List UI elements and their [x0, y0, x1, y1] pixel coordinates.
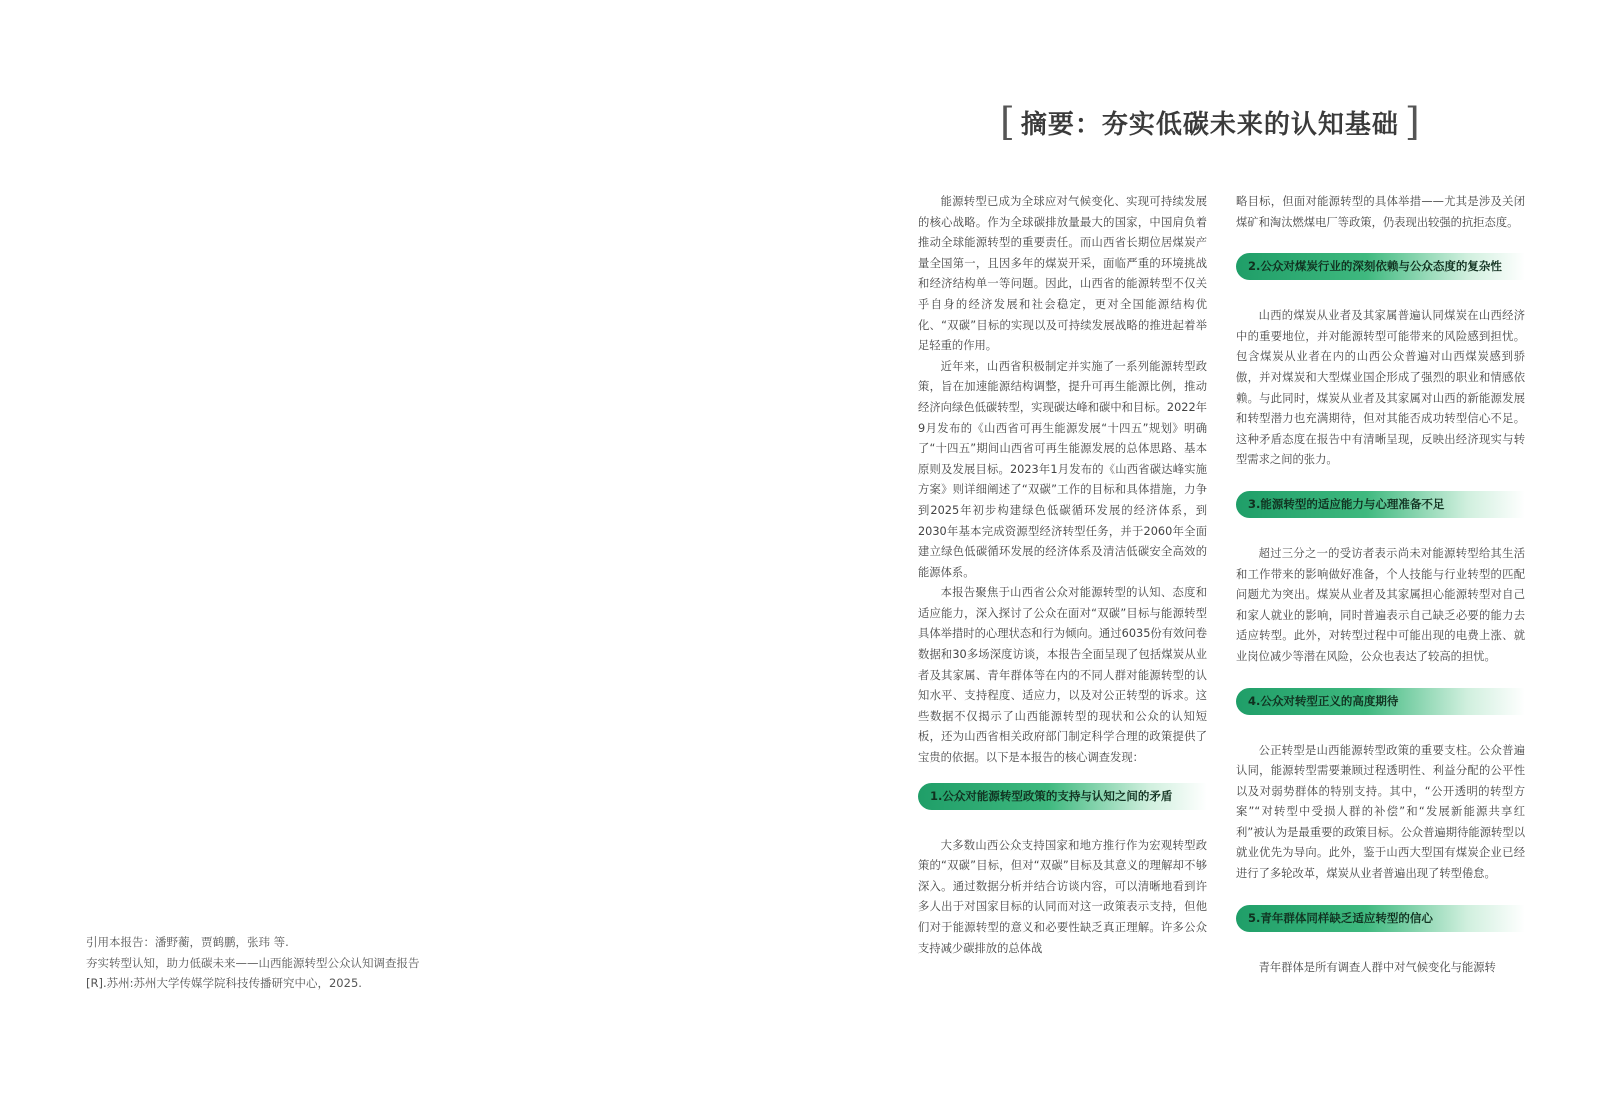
title-bracket-open: [ — [1000, 100, 1015, 144]
right-text-column — [1236, 192, 1525, 978]
section-heading-3: 3.能源转型的适应能力与心理准备不足 — [1236, 491, 1525, 518]
section-heading-5: 5.青年群体同样缺乏适应转型的信心 — [1236, 905, 1525, 932]
section-heading-4: 4.公众对转型正义的高度期待 — [1236, 688, 1525, 715]
paragraph-finding-1: 大多数山西公众支持国家和地方推行作为宏观转型政策的“双碳”目标，但对“双碳”目标及其意义的理解却不够深入。通过数据分析并结合访谈内容，可以清晰地看到许多人出于对国家目标的认同而对这一政策表示支持，但他们对于能源转型的意义和必要性缺乏真正理解。许多公众支持减少碳排放的总体战 — [918, 838, 1207, 955]
paragraph-finding-2: 山西的煤炭从业者及其家属普遍认同煤炭在山西经济中的重要地位，并对能源转型可能带来的风险感到担忧。包含煤炭从业者在内的山西公众普遍对山西煤炭感到骄傲，并对煤炭和大型煤业国企形成了强烈的职业和情感依赖。与此同时，煤炭从业者及其家属对山西的新能源发展和转型潜力也充满期待，但对其能否成功转型信心不足。这种矛盾态度在报告中有清晰呈现，反映出经济现实与转型需求之间的张力。 — [1236, 309, 1525, 467]
paragraph-finding-1-continued: 略目标，但面对能源转型的具体举措——尤其是涉及关闭煤矿和淘汰燃煤电厂等政策，仍表现出较强的抗拒态度。 — [1236, 195, 1525, 229]
summary-title — [1000, 100, 1420, 144]
section-heading-2: 2.公众对煤炭行业的深刻依赖与公众态度的复杂性 — [1236, 253, 1525, 280]
paragraph-finding-3: 超过三分之一的受访者表示尚未对能源转型给其生活和工作带来的影响做好准备，个人技能与行业转型的匹配问题尤为突出。煤炭从业者及其家属担心能源转型对自己和家人就业的影响，同时普遍表示自己缺乏必要的能力去适应转型。此外，对转型过程中可能出现的电费上涨、就业岗位减少等潜在风险，公众也表达了较高的担忧。 — [1236, 546, 1525, 663]
citation-line: 引用本报告：潘野蘅，贾鹤鹏，张玮 等. — [86, 935, 289, 949]
paragraph-intro: 能源转型已成为全球应对气候变化、实现可持续发展的核心战略。作为全球碳排放量最大的国家，中国肩负着推动全球能源转型的重要责任。而山西省长期位居煤炭产量全国第一，且因多年的煤炭开采，面临严重的环境挑战和经济结构单一等问题。因此，山西省的能源转型不仅关乎自身的经济发展和社会稳定，更对全国能源结构优化、“双碳”目标的实现以及可持续发展战略的推进起着举足轻重的作用。 — [918, 195, 1207, 353]
citation-line: 夯实转型认知，助力低碳未来——山西能源转型公众认知调查报告 — [86, 955, 420, 970]
citation-line: [R].苏州:苏州大学传媒学院科技传播研究中心，2025. — [86, 976, 362, 990]
section-heading-1: 1.公众对能源转型政策的支持与认知之间的矛盾 — [918, 783, 1207, 810]
page-title: 摘要：夯实低碳未来的认知基础 — [1020, 109, 1399, 140]
paragraph-finding-4: 公正转型是山西能源转型政策的重要支柱。公众普遍认同，能源转型需要兼顾过程透明性、利益分配的公平性以及对弱势群体的特别支持。其中，“公开透明的转型方案”“对转型中受损人群的补偿”和“发展新能源共享红利”被认为是最重要的政策目标。公众普遍期待能源转型以就业优先为导向。此外，鉴于山西大型国有煤炭企业已经进行了多轮改革，煤炭从业者普遍出现了转型倦怠。 — [1236, 743, 1525, 881]
title-bracket-close: ] — [1404, 100, 1420, 144]
paragraph-report-focus: 本报告聚焦于山西省公众对能源转型的认知、态度和适应能力，深入探讨了公众在面对“双碳”目标与能源转型具体举措时的心理状态和行为倾向。通过6035份有效问卷数据和30多场深度访谈，本报告全面呈现了包括煤炭从业者及其家属、青年群体等在内的不同人群对能源转型的认知水平、支持程度、适应力，以及对公正转型的诉求。这些数据不仅揭示了山西能源转型的现状和公众的认知短板，还为山西省相关政府部门制定科学合理的政策提供了宝贵的依据。以下是本报告的核心调查发现： — [918, 586, 1207, 765]
paragraph-policies: 近年来，山西省积极制定并实施了一系列能源转型政策，旨在加速能源结构调整，提升可再生能源比例，推动经济向绿色低碳转型，实现碳达峰和碳中和目标。2022年9月发布的《山西省可再生能源发展“十四五”规划》明确了“十四五”期间山西省可再生能源发展的总体思路、基本原则及发展目标。2023年1月发布的《山西省碳达峰实施方案》则详细阐述了“双碳”工作的目标和具体措施，力争到2025年初步构建绿色低碳循环发展的经济体系，到2030年基本完成资源型经济转型任务，并于2060年全面建立绿色低碳循环发展的经济体系及清洁低碳安全高效的能源体系。 — [918, 359, 1207, 579]
left-text-column — [918, 192, 1207, 959]
paragraph-finding-5: 青年群体是所有调查人群中对气候变化与能源转 — [1258, 960, 1496, 974]
citation-block — [86, 932, 506, 994]
